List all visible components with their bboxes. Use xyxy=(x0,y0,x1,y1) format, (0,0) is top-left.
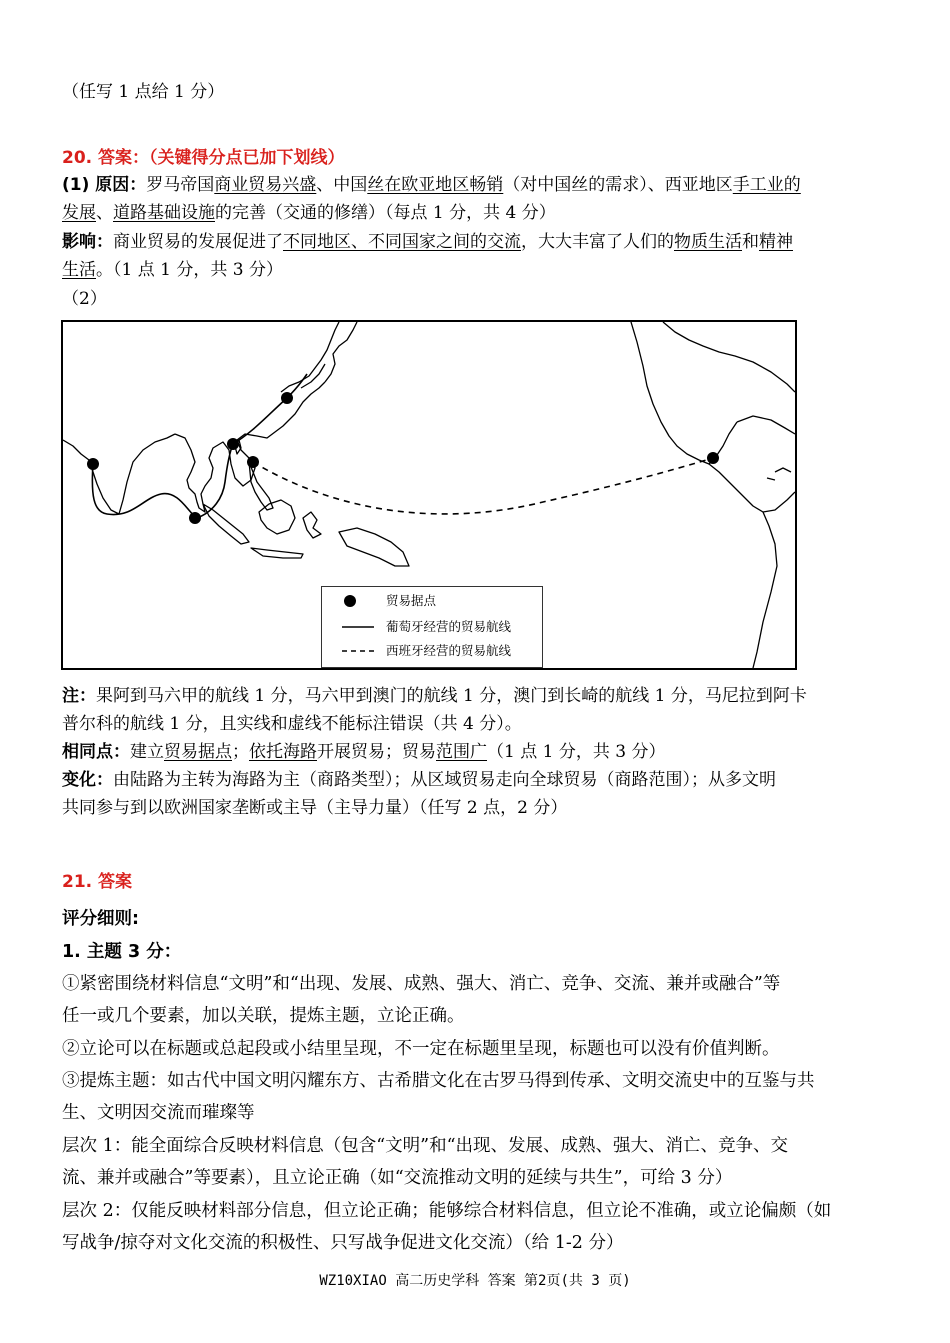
text: 罗马帝国 xyxy=(146,175,215,195)
label-cause: (1) 原因： xyxy=(62,175,147,195)
trade-point-manila xyxy=(247,456,259,468)
keypoint: 道路基础设施 xyxy=(113,203,215,223)
q20-p1-line2 xyxy=(62,201,556,225)
keypoint: 贸易据点 xyxy=(164,742,232,762)
legend-solid-label: 葡萄牙经营的贸易航线 xyxy=(386,619,512,634)
coastline-indochina xyxy=(175,382,325,512)
q21-c1-line2: 任一或几个要素，加以关联，提炼主题，立论正确。 xyxy=(62,1006,465,1026)
q21-lv2-line1: 层次 2：仅能反映材料部分信息，但立论正确；能够综合材料信息，但立论不准确，或立论偏颇（如 xyxy=(62,1201,832,1221)
trade-route-map xyxy=(61,320,797,670)
q21-lv1-line2: 流、兼并或融合”等要素），且立论正确（如“交流推动文明的延续与共生”，可给 3 分） xyxy=(62,1168,733,1188)
trade-point-macao xyxy=(227,438,239,450)
island-philippines xyxy=(249,462,273,510)
island-japan xyxy=(281,322,339,392)
label-same: 相同点： xyxy=(62,742,130,762)
coastline-north-america xyxy=(631,322,737,464)
route-macao-nagasaki xyxy=(233,374,307,444)
q20-same xyxy=(62,740,665,764)
coastline-northeast xyxy=(663,322,795,392)
text: ，大大丰富了人们的 xyxy=(521,232,674,252)
q21-c2: ②立论可以在标题或总起段或小结里呈现，不一定在标题里呈现，标题也可以没有价值判断。 xyxy=(62,1039,780,1059)
q20-change-line1 xyxy=(62,768,776,792)
text: 建立 xyxy=(130,742,164,762)
map-legend xyxy=(321,586,543,668)
legend-dashed-label: 西班牙经营的贸易航线 xyxy=(386,643,512,658)
q21-lv2-line2: 写战争/掠夺对文化交流的积极性、只写战争促进文化交流）（给 1-2 分） xyxy=(62,1233,624,1253)
page-footer: WZ10XIAO 高二历史学科 答案 第2页(共 3 页) xyxy=(319,1273,631,1289)
coastline-central-america xyxy=(709,464,795,512)
text: ； xyxy=(232,742,249,762)
keypoint: 生活 xyxy=(62,260,96,280)
text: 果阿到马六甲的航线 1 分，马六甲到澳门的航线 1 分，澳门到长崎的航线 1 分，马尼拉到阿卡 xyxy=(96,686,807,706)
q20-p2-line1 xyxy=(62,230,793,254)
text: （1 点 1 分，共 3 分） xyxy=(487,742,666,762)
q21-rules: 评分细则: xyxy=(62,909,139,929)
trade-point-goa xyxy=(87,458,99,470)
keypoint: 物质生活 xyxy=(674,232,742,252)
trade-point-nagasaki xyxy=(281,392,293,404)
q21-c1-line1: ①紧密围绕材料信息“文明”和“出现、发展、成熟、强大、消亡、竞争、交流、兼并或融合”等 xyxy=(62,974,781,994)
route-goa-malacca xyxy=(92,464,197,518)
islands-caribbean xyxy=(767,468,791,480)
trade-point-acapulco xyxy=(707,452,719,464)
keypoint: 商业贸易兴盛 xyxy=(214,175,317,195)
q21-c3-line2: 生、文明因交流而璀璨等 xyxy=(62,1103,255,1123)
q21-c3-line1: ③提炼主题：如古代中国文明闪耀东方、古希腊文化在古罗马得到传承、文明交流史中的互鉴与共 xyxy=(62,1071,815,1091)
keypoint: 手工业的 xyxy=(732,175,801,195)
q20-note-line1 xyxy=(62,684,807,708)
keypoint: 范围广 xyxy=(436,742,487,762)
coastline-korea xyxy=(325,322,357,382)
text: 商业贸易的发展促进了 xyxy=(113,232,283,252)
text: 和 xyxy=(742,232,759,252)
coastline-gulf xyxy=(737,416,795,434)
label-impact: 影响： xyxy=(62,232,113,252)
island-borneo xyxy=(259,500,295,534)
legend-point-label: 贸易据点 xyxy=(386,593,437,608)
island-new-guinea xyxy=(339,528,409,566)
keypoint: 依托海路 xyxy=(249,742,317,762)
text: 由陆路为主转为海路为主（商路类型）；从区域贸易走向全球贸易（商路范围）；从多文明 xyxy=(113,770,776,790)
coastline-south-america xyxy=(753,512,777,668)
legend-point-symbol xyxy=(344,595,356,607)
island-sulawesi xyxy=(303,512,321,538)
q20-p2-line2 xyxy=(62,258,283,282)
trade-point-malacca xyxy=(189,512,201,524)
text: 的完善（交通的修缮）（每点 1 分，共 4 分） xyxy=(215,203,556,223)
text: 、中国 xyxy=(316,175,368,195)
route-manila-acapulco xyxy=(253,458,713,514)
keypoint: 丝在欧亚地区畅销 xyxy=(367,175,504,195)
text: （对中国丝的需求）、西亚地区 xyxy=(503,175,733,195)
q20-change-line2: 共同参与到以欧洲国家垄断或主导（主导力量）（任写 2 点，2 分） xyxy=(62,798,568,818)
text: 、 xyxy=(96,203,113,223)
label-note: 注： xyxy=(62,686,96,706)
q21-header: 21. 答案 xyxy=(62,872,133,892)
island-java xyxy=(251,548,303,558)
keypoint: 不同地区、不同国家之间的交流 xyxy=(283,232,521,252)
legend-symbols xyxy=(322,587,382,667)
q21-lv1-line1: 层次 1：能全面综合反映材料信息（包含“文明”和“出现、发展、成熟、强大、消亡、竞争、交 xyxy=(62,1136,789,1156)
route-malacca-macao xyxy=(197,444,233,518)
top-note: （任写 1 点给 1 分） xyxy=(62,82,225,102)
text: 开展贸易；贸易 xyxy=(317,742,436,762)
q20-note-line2: 普尔科的航线 1 分，且实线和虚线不能标注错误（共 4 分）。 xyxy=(62,714,522,734)
keypoint: 发展 xyxy=(62,203,96,223)
q21-theme: 1. 主题 3 分： xyxy=(62,942,182,962)
q20-sub2: （2） xyxy=(62,289,107,309)
label-change: 变化： xyxy=(62,770,113,790)
q20-header: 20. 答案：（关键得分点已加下划线） xyxy=(62,148,345,168)
keypoint: 精神 xyxy=(759,232,793,252)
q20-p1-line1 xyxy=(62,173,801,197)
text: 。（1 点 1 分，共 3 分） xyxy=(96,260,283,280)
coastline-india xyxy=(63,434,175,514)
